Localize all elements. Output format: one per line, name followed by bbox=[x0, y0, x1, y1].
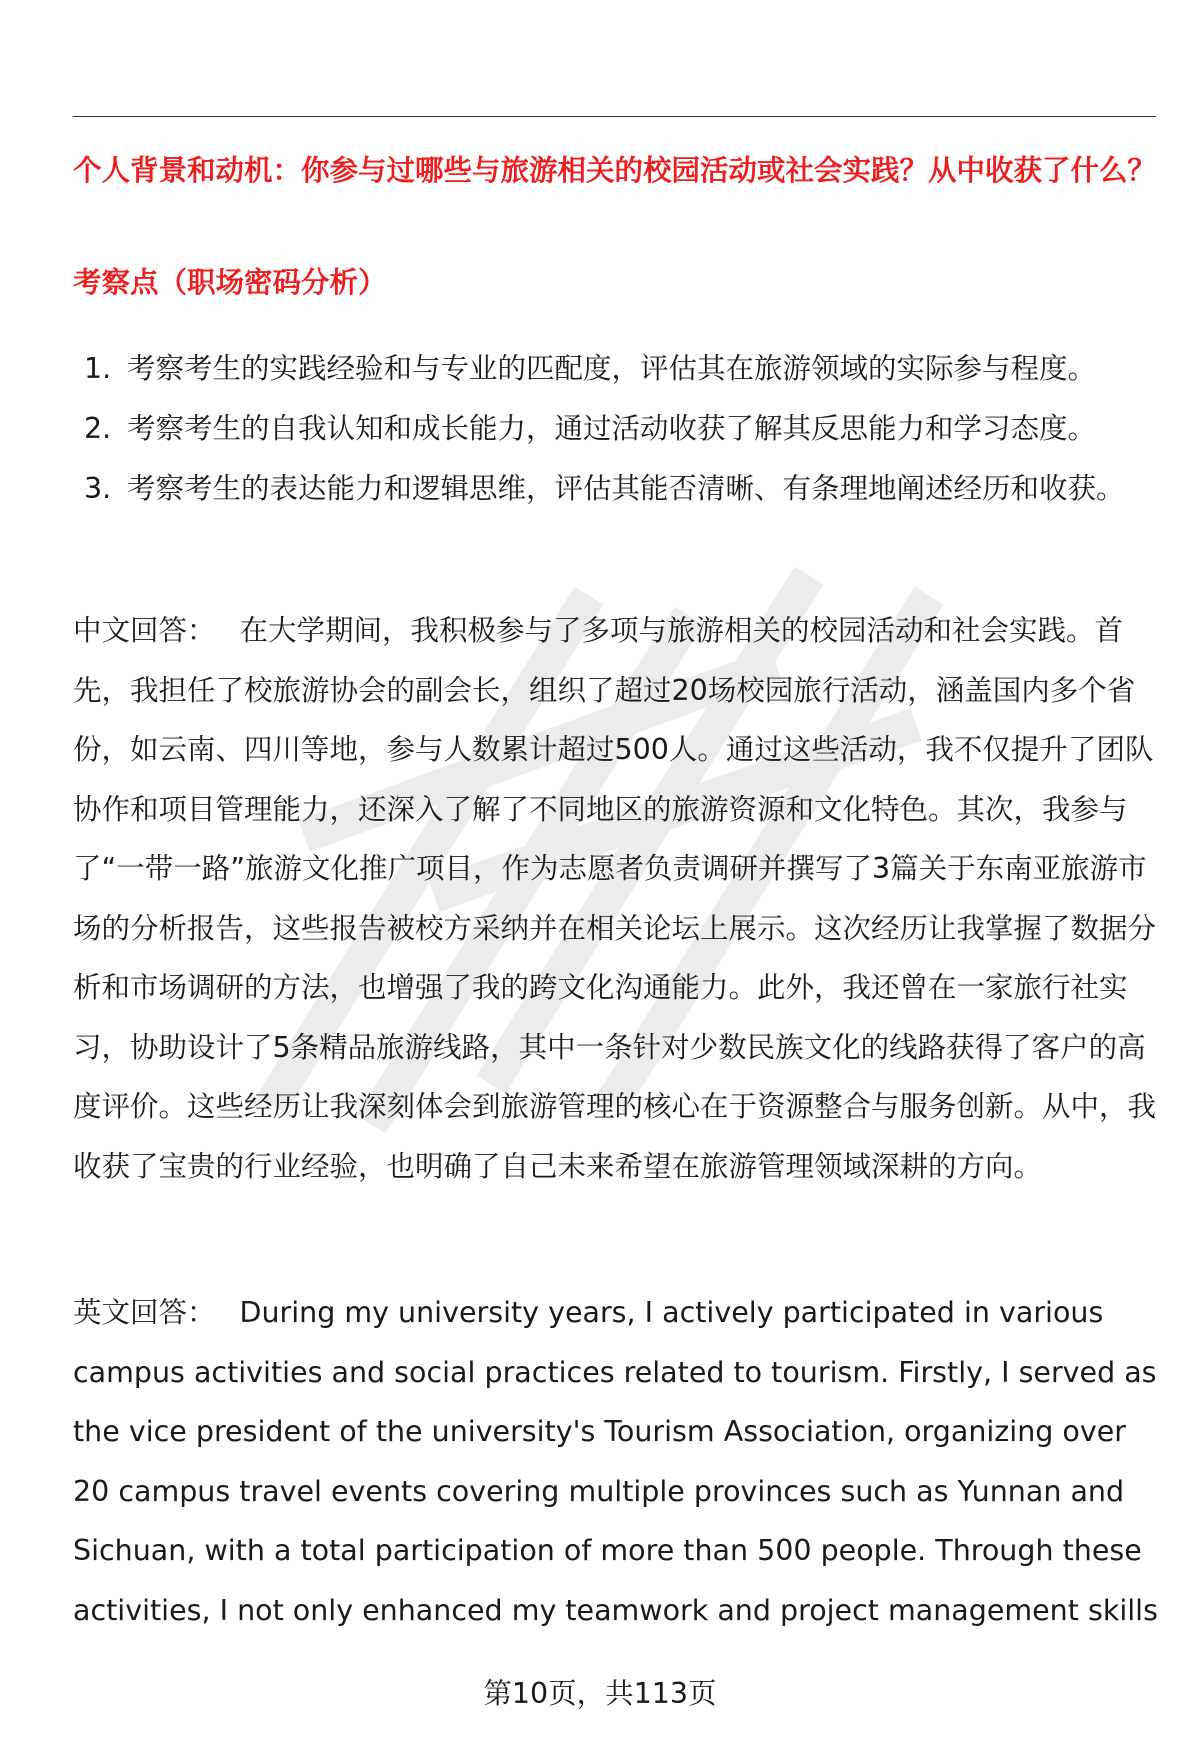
english-answer bbox=[73, 1283, 1158, 1640]
header-rule bbox=[73, 116, 1156, 117]
assessment-heading: 考察点（职场密码分析） bbox=[73, 266, 387, 299]
assessment-item bbox=[73, 459, 1158, 519]
assessment-item-text: 考察考生的实践经验和与专业的匹配度，评估其在旅游领域的实际参与程度。 bbox=[127, 352, 1097, 385]
assessment-item-text: 考察考生的表达能力和逻辑思维，评估其能否清晰、有条理地阐述经历和收获。 bbox=[127, 472, 1125, 505]
chinese-answer-label: 中文回答： bbox=[73, 614, 216, 647]
assessment-item bbox=[73, 339, 1158, 399]
english-answer-label: 英文回答： bbox=[73, 1296, 216, 1329]
question-heading: 个人背景和动机：你参与过哪些与旅游相关的校园活动或社会实践？从中收获了什么？ bbox=[73, 154, 1157, 187]
page-number: 第10页，共113页 bbox=[483, 1677, 717, 1710]
assessment-item-number: 3. bbox=[84, 472, 112, 505]
assessment-item bbox=[73, 399, 1158, 459]
assessment-list bbox=[73, 339, 1158, 519]
english-answer-text: During my university years, I actively participated in various campus activities and social practices related to tourism. Firstly, I served as the vice president of the university's Tourism Association, organizing over 20 campus travel events covering multiple provinces such as Yunnan and Sichuan, with a total participation of more than 500 people. Through these activities, I not only enhanced my teamwork and project management skills bbox=[73, 1296, 1158, 1627]
assessment-item-number: 2. bbox=[84, 412, 112, 445]
assessment-item-number: 1. bbox=[84, 352, 112, 385]
chinese-answer bbox=[73, 601, 1158, 1196]
assessment-item-text: 考察考生的自我认知和成长能力，通过活动收获了解其反思能力和学习态度。 bbox=[127, 412, 1097, 445]
chinese-answer-text: 在大学期间，我积极参与了多项与旅游相关的校园活动和社会实践。首先，我担任了校旅游协会的副会长，组织了超过20场校园旅行活动，涵盖国内多个省份，如云南、四川等地，参与人数累计超过500人。通过这些活动，我不仅提升了团队协作和项目管理能力，还深入了解了不同地区的旅游资源和文化特色。其次，我参与了“一带一路”旅游文化推广项目，作为志愿者负责调研并撰写了3篇关于东南亚旅游市场的分析报告，这些报告被校方采纳并在相关论坛上展示。这次经历让我掌握了数据分析和市场调研的方法，也增强了我的跨文化沟通能力。此外，我还曾在一家旅行社实习，协助设计了5条精品旅游线路，其中一条针对少数民族文化的线路获得了客户的高度评价。这些经历让我深刻体会到旅游管理的核心在于资源整合与服务创新。从中，我收获了宝贵的行业经验，也明确了自己未来希望在旅游管理领域深耕的方向。 bbox=[73, 614, 1157, 1183]
